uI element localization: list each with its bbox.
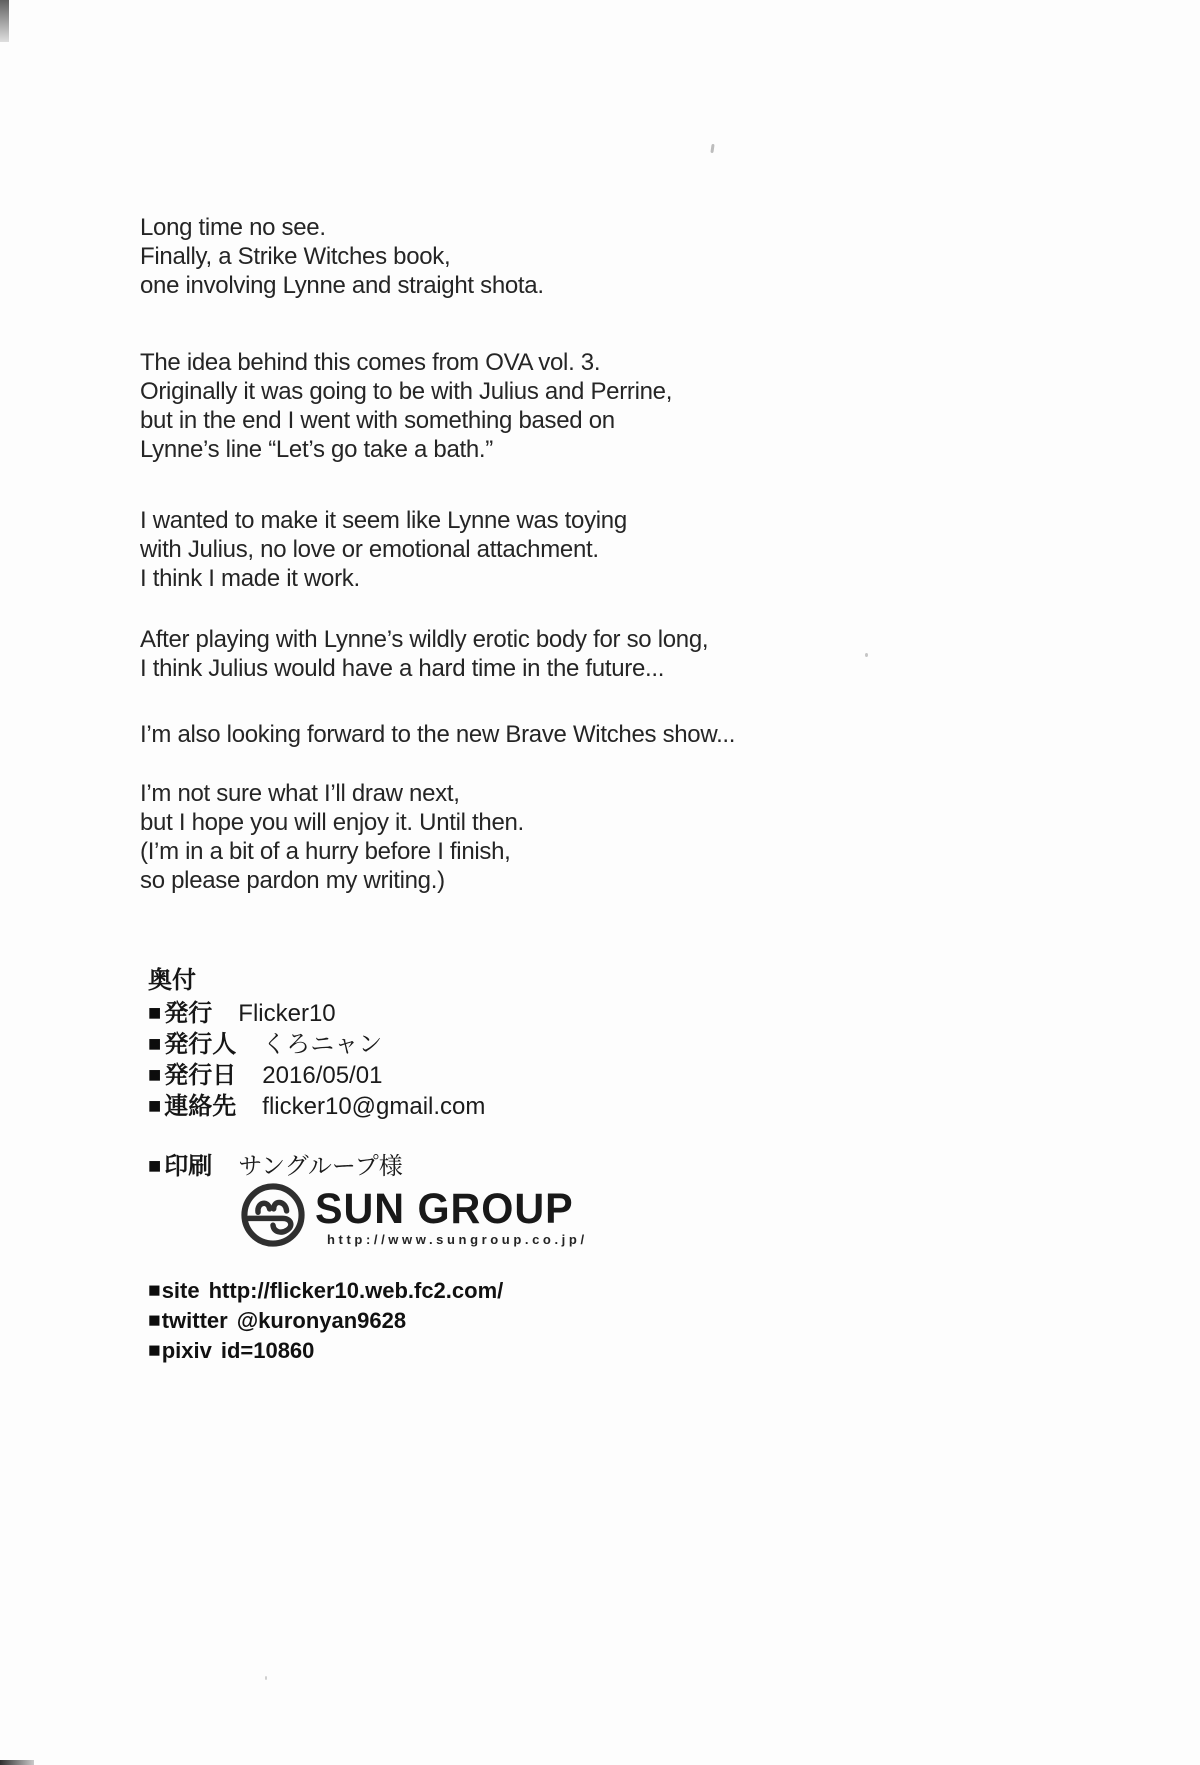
afterword-line: (I’m in a bit of a hurry before I finish, [140, 838, 511, 865]
square-bullet-icon: ■ [148, 1031, 162, 1056]
colophon-label: 発行人 [164, 1031, 237, 1058]
colophon-entry-author [148, 1024, 485, 1058]
afterword-line: The idea behind this comes from OVA vol. 3. [140, 349, 601, 376]
colophon-value: 2016/05/01 [262, 1062, 383, 1089]
scan-artifact [0, 1760, 34, 1765]
afterword-paragraph [140, 506, 627, 593]
colophon-entry-contact [148, 1086, 486, 1120]
colophon-entries [148, 993, 486, 1120]
scan-artifact [865, 653, 868, 657]
colophon-label: 発行 [164, 1000, 213, 1027]
afterword-paragraph [140, 348, 672, 464]
afterword-paragraph [140, 779, 524, 895]
printer-logo-url: http://www.sungroup.co.jp/ [327, 1232, 588, 1247]
link-label: twitter [161, 1308, 228, 1333]
scan-artifact [710, 144, 714, 153]
afterword-paragraph [140, 625, 708, 683]
afterword-line: Long time no see. [140, 214, 326, 241]
afterword-line: with Julius, no love or emotional attachment. [140, 536, 599, 563]
afterword-line: I wanted to make it seem like Lynne was toying [140, 507, 627, 534]
colophon-label: 連絡先 [164, 1093, 237, 1120]
colophon-entry-printer [148, 1146, 403, 1181]
scan-artifact [0, 0, 9, 42]
colophon-value: flicker10@gmail.com [262, 1093, 486, 1120]
afterword-paragraph [140, 213, 544, 300]
square-bullet-icon: ■ [148, 1309, 161, 1332]
afterword-line: but I hope you will enjoy it. Until then. [140, 809, 524, 836]
square-bullet-icon: ■ [148, 1339, 161, 1362]
link-value: id=10860 [220, 1338, 315, 1363]
square-bullet-icon: ■ [148, 1279, 161, 1302]
colophon-label: 印刷 [164, 1153, 213, 1180]
afterword-line: I’m not sure what I’ll draw next, [140, 780, 460, 807]
printer-logo-name: SUN GROUP [315, 1185, 574, 1233]
afterword-paragraph [140, 720, 735, 749]
colophon-entry-date [148, 1055, 485, 1089]
afterword-line: After playing with Lynne’s wildly erotic body for so long, [140, 626, 709, 653]
link-row-site [148, 1278, 503, 1308]
scan-artifact [265, 1676, 267, 1680]
square-bullet-icon: ■ [148, 1093, 162, 1118]
colophon-value: Flicker10 [238, 1000, 336, 1027]
afterword-line: I think Julius would have a hard time in the future... [140, 655, 665, 682]
link-row-twitter [148, 1308, 503, 1338]
link-label: pixiv [161, 1338, 212, 1363]
square-bullet-icon: ■ [148, 1062, 162, 1087]
afterword-line: I think I made it work. [140, 565, 360, 592]
link-label: site [161, 1278, 200, 1303]
link-value: http://flicker10.web.fc2.com/ [208, 1278, 504, 1303]
square-bullet-icon: ■ [148, 1000, 162, 1025]
links-section [148, 1278, 503, 1368]
afterword-line: one involving Lynne and straight shota. [140, 272, 544, 299]
afterword-line: Finally, a Strike Witches book, [140, 243, 451, 270]
link-row-pixiv [148, 1338, 503, 1368]
sun-group-logo-icon [239, 1181, 307, 1249]
afterword-line: so please pardon my writing.) [140, 867, 445, 894]
colophon-value: サングループ様 [238, 1153, 403, 1180]
afterword-line: Originally it was going to be with Julius and Perrine, [140, 378, 673, 405]
square-bullet-icon: ■ [148, 1153, 162, 1178]
colophon-label: 発行日 [164, 1062, 237, 1089]
colophon-heading: 奥付 [148, 967, 196, 994]
link-value: @kuronyan9628 [236, 1308, 407, 1333]
afterword-line: Lynne’s line “Let’s go take a bath.” [140, 436, 493, 463]
colophon-entry-publisher [148, 993, 485, 1027]
afterword-line: but in the end I went with something based on [140, 407, 615, 434]
afterword-line: I’m also looking forward to the new Brave Witches show... [140, 721, 736, 748]
colophon-value: くろニャン [262, 1031, 383, 1058]
